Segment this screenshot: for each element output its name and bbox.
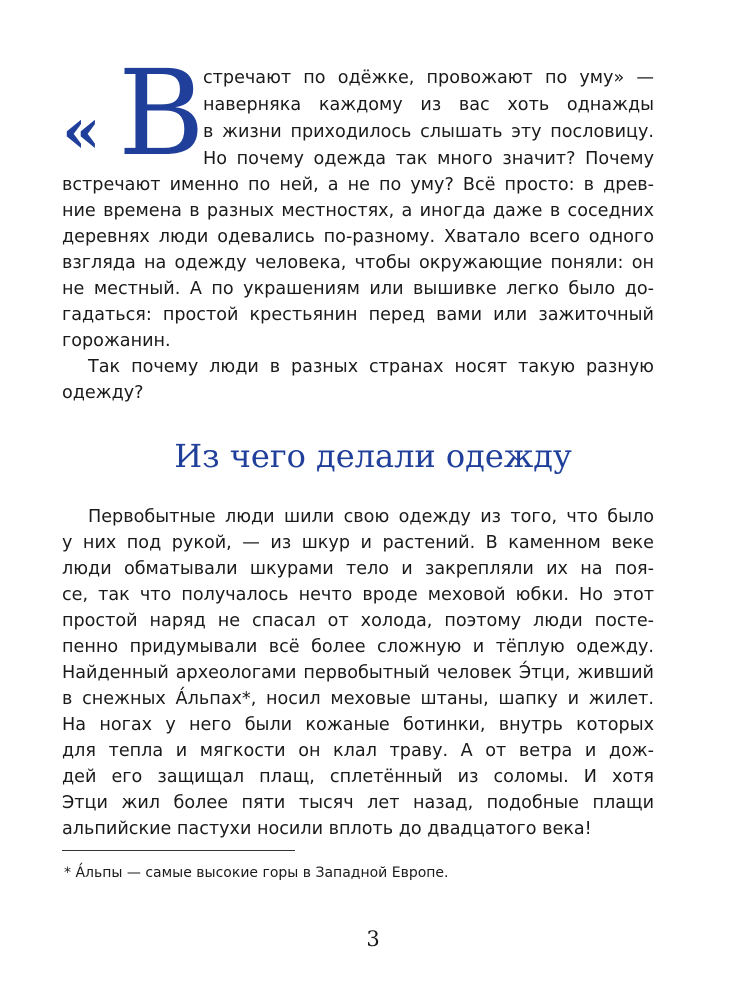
text-line: Так почему люди в разных странах носят такую разную: [88, 357, 654, 377]
text-line: стречают по одёжке, провожают по уму» —: [203, 68, 654, 88]
text-line: На ногах у него были кожаные ботинки, внутрь которых: [62, 715, 654, 735]
text-line: встречают именно по ней, а не по уму? Всё просто: в древ-: [62, 175, 654, 195]
page-number: 3: [366, 927, 380, 951]
text-line: не местный. А по украшениям или вышивке легко было до-: [62, 279, 654, 299]
text-line: се, так что получалось нечто вроде меховой юбки. Но этот: [62, 585, 654, 605]
text-line: простой наряд не спасал от холода, поэтому люди посте-: [62, 611, 654, 631]
text-line: Но почему одежда так много значит? Почему: [203, 149, 654, 169]
section-heading: Из чего делали одежду: [174, 437, 572, 475]
text-line: у них под рукой, — из шкур и растений. В каменном веке: [62, 533, 654, 553]
text-line: Первобытные люди шили свою одежду из того, что было: [88, 507, 654, 527]
text-line: в жизни приходилось слышать эту пословицу.: [203, 122, 654, 142]
text-line: Найденный археологами первобытный человек Э́тци, живший: [62, 663, 654, 683]
text-line: в снежных А́льпах*, носил меховые штаны, шапку и жилет.: [62, 689, 654, 709]
text-line: пенно придумывали всё более сложную и тёплую одежду.: [62, 637, 654, 657]
text-line: взгляда на одежду человека, чтобы окружающие поняли: он: [62, 253, 654, 273]
drop-cap-letter: В: [118, 44, 205, 182]
text-line: наверняка каждому из вас хоть однажды: [203, 95, 654, 115]
footnote-divider: [62, 850, 295, 851]
text-line: дей его защищал плащ, сплетённый из соломы. И хотя: [62, 767, 654, 787]
text-line: Этци жил более пяти тысяч лет назад, подобные плащи: [62, 793, 654, 813]
text-line: альпийские пастухи носили вплоть до двадцатого века!: [62, 819, 592, 839]
text-line: деревнях люди одевались по-разному. Хватало всего одного: [62, 227, 654, 247]
text-line: для тепла и мягкости он клал траву. А от ветра и дож-: [62, 741, 654, 761]
drop-cap: [62, 44, 205, 182]
text-line: ние времена в разных местностях, а иногда даже в соседних: [62, 201, 654, 221]
footnote: * А́льпы — самые высокие горы в Западной Европе.: [64, 865, 449, 881]
text-line: горожанин.: [62, 331, 171, 351]
drop-cap-quote: «: [62, 94, 101, 167]
text-line: люди обматывали шкурами тело и закрепляли их на поя-: [62, 559, 654, 579]
text-line: гадаться: простой крестьянин перед вами или зажиточный: [62, 305, 654, 325]
text-line: одежду?: [62, 383, 144, 403]
